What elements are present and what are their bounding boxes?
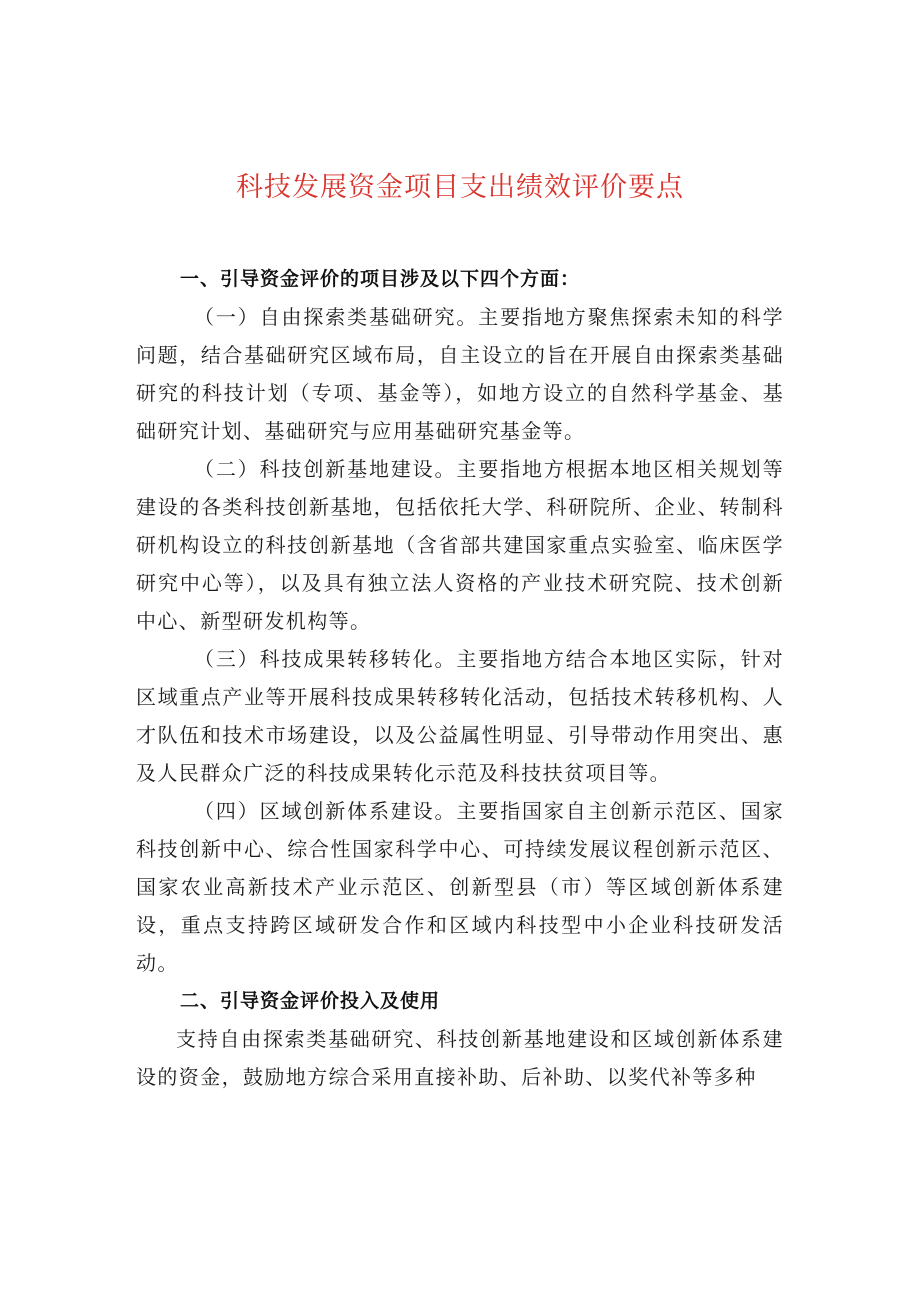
document-body [136,260,784,1096]
section-heading-1: 一、引导资金评价的项目涉及以下四个方面： [180,268,581,290]
paragraph-basic-research: （一）自由探索类基础研究。主要指地方聚焦探索未知的科学问题，结合基础研究区域布局，自主设立的旨在开展自由探索类基础研究的科技计划（专项、基金等），如地方设立的自然科学基金、基础研究计划、基础研究与应用基础研究基金等。 [136,305,784,443]
document-title: 科技发展资金项目支出绩效评价要点 [236,172,684,203]
paragraph-regional-innovation: （四）区域创新体系建设。主要指国家自主创新示范区、国家科技创新中心、综合性国家科学中心、可持续发展议程创新示范区、国家农业高新技术产业示范区、创新型县（市）等区域创新体系建设，重点支持跨区域研发合作和区域内科技型中小企业科技研发活动。 [136,799,784,975]
section-heading-2: 二、引导资金评价投入及使用 [180,990,441,1012]
paragraph-innovation-base: （二）科技创新基地建设。主要指地方根据本地区相关规划等建设的各类科技创新基地，包括依托大学、科研院所、企业、转制科研机构设立的科技创新基地（含省部共建国家重点实验室、临床医学研究中心等），以及具有独立法人资格的产业技术研究院、技术创新中心、新型研发机构等。 [136,457,784,633]
paragraph-tech-transfer: （三）科技成果转移转化。主要指地方结合本地区实际，针对区域重点产业等开展科技成果转移转化活动，包括技术转移机构、人才队伍和技术市场建设，以及公益属性明显、引导带动作用突出、惠及人民群众广泛的科技成果转化示范及科技扶贫项目等。 [136,647,784,785]
paragraph-funding-use: 支持自由探索类基础研究、科技创新基地建设和区域创新体系建设的资金，鼓励地方综合采用直接补助、后补助、以奖代补等多种 [136,1027,784,1089]
